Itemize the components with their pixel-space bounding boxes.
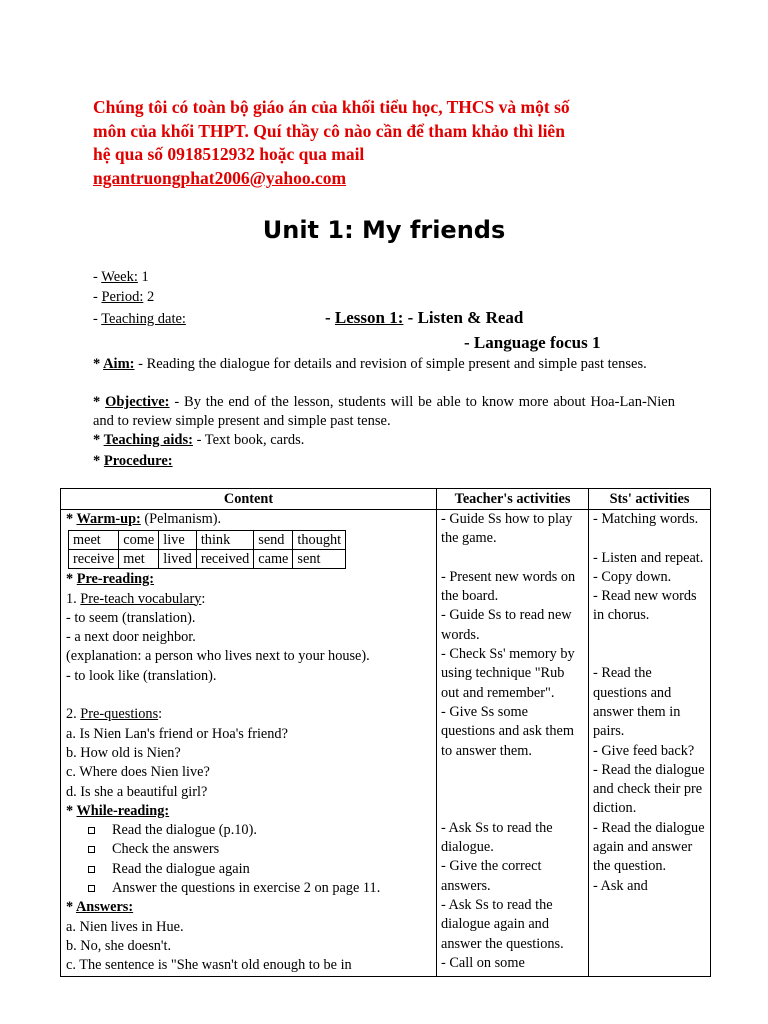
lesson-label: Lesson 1: bbox=[334, 308, 404, 327]
student-activity: - Matching words. bbox=[593, 511, 699, 527]
teacher-activity: - Give Ss some questions and ask them to answer them. bbox=[441, 703, 575, 759]
whilereading-heading: * While-reading: bbox=[66, 802, 170, 819]
prequestions-colon: : bbox=[158, 706, 163, 723]
vocab-item: - a next door neighbor. bbox=[66, 629, 196, 646]
student-activity: - Listen and repeat. bbox=[593, 549, 704, 566]
student-activity: - Ask and bbox=[593, 877, 648, 894]
prereading-heading: * Pre-reading: bbox=[66, 571, 155, 588]
pelmanism-word-grid bbox=[68, 530, 346, 569]
week-value: 1 bbox=[141, 269, 149, 285]
square-bullet-icon bbox=[88, 846, 95, 853]
students-cell bbox=[589, 510, 711, 977]
week-line: - Week: 1 bbox=[93, 269, 149, 285]
word-card: received bbox=[196, 550, 253, 569]
vocab-item: - to seem (translation). bbox=[66, 609, 196, 626]
vocab-item: (explanation: a person who lives next to your house). bbox=[66, 648, 370, 665]
word-card: send bbox=[254, 531, 293, 550]
procedure-label: Procedure: bbox=[103, 453, 173, 469]
promo-line: Chúng tôi có toàn bộ giáo án của khối tiểu học, THCS và một số bbox=[93, 97, 570, 117]
student-activity: - Give feed back? bbox=[593, 742, 695, 759]
header-content: Content bbox=[61, 489, 437, 510]
lesson-part1: - Listen & Read bbox=[403, 308, 524, 327]
promo-line: hệ qua số 0918512932 hoặc qua mail bbox=[93, 144, 365, 164]
word-card: come bbox=[119, 531, 159, 550]
procedure-paragraph: * Procedure: bbox=[93, 453, 173, 469]
teacher-activity: - Guide Ss to read new words. bbox=[441, 607, 572, 643]
lesson-heading bbox=[325, 308, 523, 328]
warmup-note: (Pelmanism). bbox=[140, 511, 222, 527]
table-header-row bbox=[61, 489, 711, 510]
list-item-text: Check the answers bbox=[112, 841, 220, 858]
teacher-activity: - Guide Ss how to play the game. bbox=[441, 511, 573, 547]
aids-label: Teaching aids: bbox=[103, 432, 193, 448]
prequestions-label: Pre-questions bbox=[80, 706, 159, 723]
prequestions-num: 2. bbox=[66, 706, 81, 723]
aids-paragraph: * Teaching aids: - Text book, cards. bbox=[93, 432, 305, 448]
date-line: - Teaching date: bbox=[93, 311, 186, 327]
lesson-part2: - Language focus 1 bbox=[464, 333, 601, 352]
list-item bbox=[88, 879, 431, 898]
student-activity: - Copy down. bbox=[593, 568, 672, 585]
vocab-item: - to look like (translation). bbox=[66, 667, 217, 684]
teacher-activity: - Check Ss' memory by using technique "Rub out and remember". bbox=[441, 646, 575, 701]
preteach-num: 1. bbox=[66, 590, 81, 607]
warmup-label: Warm-up: bbox=[76, 511, 141, 527]
word-card: met bbox=[119, 550, 159, 569]
word-card: think bbox=[196, 531, 253, 550]
question-item: d. Is she a beautiful girl? bbox=[66, 783, 208, 800]
teacher-activity: - Ask Ss to read the dialogue again and answer the questions. bbox=[441, 896, 564, 952]
list-item bbox=[88, 840, 431, 859]
prequestions-heading bbox=[66, 705, 431, 724]
student-activity: - Read new words in chorus. bbox=[593, 588, 697, 624]
word-card: lived bbox=[159, 550, 197, 569]
list-item-text: Answer the questions in exercise 2 on page 11. bbox=[112, 880, 381, 897]
teacher-cell bbox=[437, 510, 589, 977]
whilereading-label: While-reading: bbox=[76, 802, 170, 819]
week-label: Week: bbox=[101, 269, 138, 285]
answer-item: b. No, she doesn't. bbox=[66, 937, 172, 954]
teacher-activity: - Call on some bbox=[441, 954, 525, 971]
preteach-colon: : bbox=[201, 590, 206, 607]
lesson-dash: - bbox=[325, 308, 335, 327]
objective-paragraph: * Objective: - By the end of the lesson, students will be able to know more about Hoa-Lan-Nien and to review simple present and simple past tense. bbox=[93, 394, 675, 430]
teacher-activity: - Present new words on the board. bbox=[441, 568, 576, 605]
question-item: c. Where does Nien live? bbox=[66, 764, 210, 781]
word-card: meet bbox=[69, 531, 119, 550]
aim-paragraph: * Aim: - Reading the dialogue for details and revision of simple present and simple past tenses. bbox=[93, 356, 647, 372]
answers-label: Answers: bbox=[75, 899, 134, 916]
word-card: thought bbox=[293, 531, 346, 550]
promo-line: môn của khối THPT. Quí thầy cô nào cần để tham khảo thì liên bbox=[93, 120, 565, 141]
content-cell bbox=[61, 510, 437, 977]
promo-email-link[interactable]: ngantruongphat2006@yahoo.com bbox=[93, 167, 347, 188]
square-bullet-icon bbox=[88, 827, 95, 834]
list-item-text: Read the dialogue (p.10). bbox=[112, 822, 257, 839]
student-activity: - Read the dialogue and check their pre diction. bbox=[593, 761, 705, 817]
answers-heading: * Answers: bbox=[66, 899, 134, 916]
preteach-label: Pre-teach vocabulary bbox=[80, 590, 202, 607]
aids-text: - Text book, cards. bbox=[192, 432, 305, 448]
list-item bbox=[88, 860, 431, 879]
answer-item: c. The sentence is "She wasn't old enough to be in bbox=[66, 957, 352, 974]
table-row bbox=[61, 510, 711, 977]
word-card: receive bbox=[69, 550, 119, 569]
word-card: came bbox=[254, 550, 293, 569]
aim-text: - Reading the dialogue for details and revision of simple present and simple past tenses. bbox=[134, 356, 647, 372]
student-activity: - Read the questions and answer them in pairs. bbox=[593, 665, 681, 740]
word-card: live bbox=[159, 531, 197, 550]
word-card: sent bbox=[293, 550, 346, 569]
answer-item: a. Nien lives in Hue. bbox=[66, 918, 184, 935]
teacher-activity: - Ask Ss to read the dialogue. bbox=[441, 819, 553, 856]
period-label: Period: bbox=[101, 289, 144, 305]
promo-notice bbox=[93, 96, 693, 190]
date-label: Teaching date: bbox=[101, 311, 186, 327]
warmup-line: * Warm-up: (Pelmanism). bbox=[66, 511, 222, 527]
list-item bbox=[88, 821, 431, 840]
aim-label: Aim: bbox=[103, 356, 135, 372]
student-activity: - Read the dialogue again and answer the question. bbox=[593, 819, 705, 875]
question-item: b. How old is Nien? bbox=[66, 744, 181, 761]
square-bullet-icon bbox=[88, 866, 95, 873]
objective-text: - By the end of the lesson, students will be able to know more about Hoa-Lan-Nien and to review simple present and simple past tense. bbox=[93, 394, 675, 430]
period-value: 2 bbox=[146, 289, 155, 305]
question-item: a. Is Nien Lan's friend or Hoa's friend? bbox=[66, 725, 288, 742]
header-teacher: Teacher's activities bbox=[437, 489, 589, 510]
word-row bbox=[69, 550, 346, 569]
objective-label: Objective: bbox=[105, 394, 170, 410]
word-row bbox=[69, 531, 346, 550]
while-reading-list bbox=[66, 821, 431, 898]
page-title: Unit 1: My friends bbox=[262, 216, 506, 244]
list-item-text: Read the dialogue again bbox=[112, 860, 250, 877]
lesson-table bbox=[60, 488, 711, 977]
period-line: - Period: 2 bbox=[93, 289, 155, 305]
preteach-heading bbox=[66, 590, 431, 609]
header-students: Sts' activities bbox=[589, 489, 711, 510]
square-bullet-icon bbox=[88, 885, 95, 892]
prereading-label: Pre-reading: bbox=[76, 571, 155, 588]
teacher-activity: - Give the correct answers. bbox=[441, 858, 542, 894]
